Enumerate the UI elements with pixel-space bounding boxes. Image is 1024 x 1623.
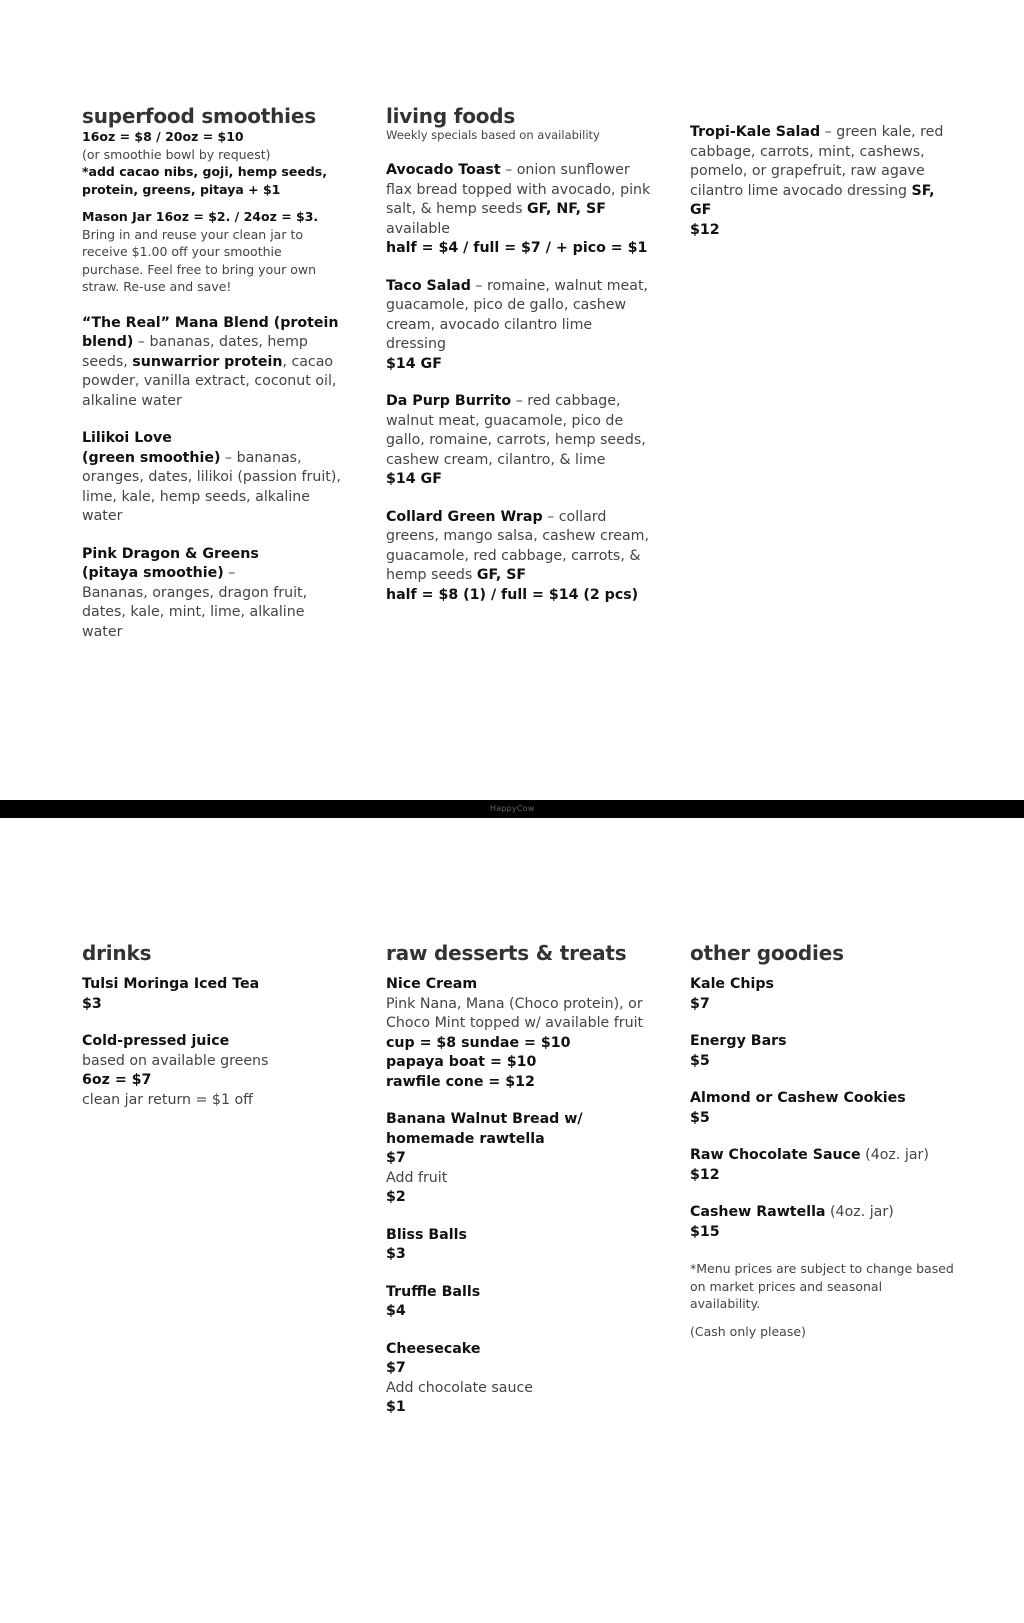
salad-section — [690, 123, 955, 240]
desserts-heading: raw desserts & treats — [386, 941, 627, 965]
burrito-item: Da Purp Burrito – red cabbage, walnut meat, guacamole, pico de gallo, romaine, carrots, hemp seeds, cashew cream, cilantro, & lime — [386, 393, 646, 468]
pink-dragon-sub: (pitaya smoothie) – — [82, 565, 236, 581]
smoothies-heading: superfood smoothies — [82, 104, 316, 128]
price-disclaimer: *Menu prices are subject to change based on market prices and seasonal availability. — [690, 1261, 954, 1311]
watermark: HappyCow — [490, 804, 535, 813]
tropi-kale-item: Tropi-Kale Salad – green kale, red cabbage, carrots, mint, cashews, pomelo, or grapefruit, raw agave cilantro lime avocado dressing SF, GF — [690, 124, 944, 218]
banana-bread-add-price: $2 — [386, 1189, 406, 1205]
kale-chips-price: $7 — [690, 995, 710, 1012]
taco-salad-item: Taco Salad – romaine, walnut meat, guacamole, pico de gallo, cashew cream, avocado cilantro lime dressing — [386, 277, 649, 352]
cookies-name: Almond or Cashew Cookies — [690, 1090, 906, 1106]
avocado-toast-price: half = $4 / full = $7 / + pico = $1 — [386, 240, 648, 256]
juice-price: 6oz = $7 — [82, 1072, 152, 1088]
nice-cream-price-2: papaya boat = $10 — [386, 1054, 537, 1070]
smoothie-addons: *add cacao nibs, goji, hemp seeds, protein, greens, pitaya + $1 — [82, 164, 327, 197]
burrito-price: $14 GF — [386, 471, 442, 487]
tropi-kale-price: $12 — [690, 221, 720, 238]
cheesecake-add-price: $1 — [386, 1399, 406, 1415]
chocolate-sauce-item: Raw Chocolate Sauce (4oz. jar) — [690, 1147, 929, 1163]
cheesecake-add: Add chocolate sauce — [386, 1379, 533, 1396]
cash-only-note: (Cash only please) — [690, 1323, 806, 1339]
menu-page-top — [0, 0, 1024, 800]
nice-cream-desc: Pink Nana, Mana (Choco protein), or Choco Mint topped w/ available fruit — [386, 995, 644, 1031]
cheesecake-price: $7 — [386, 1360, 406, 1376]
goodies-section — [690, 941, 955, 1340]
drinks-heading: drinks — [82, 941, 152, 965]
taco-salad-price: $14 GF — [386, 355, 442, 372]
goodies-heading: other goodies — [690, 941, 844, 965]
banana-bread-name: Banana Walnut Bread w/ homemade rawtella — [386, 1111, 583, 1147]
desserts-section — [386, 941, 651, 1418]
mason-jar-title: Mason Jar 16oz = $2. / 24oz = $3. — [82, 209, 319, 224]
lilikoi-name: Lilikoi Love — [82, 430, 172, 446]
smoothie-sizes: 16oz = $8 / 20oz = $10 — [82, 129, 244, 144]
living-foods-subtitle: Weekly specials based on availability — [386, 128, 600, 142]
tea-price: $3 — [82, 995, 102, 1012]
collard-wrap-item: Collard Green Wrap – collard greens, mango salsa, cashew cream, guacamole, red cabbage, carrots, & hemp seeds GF, SF — [386, 508, 650, 583]
truffle-balls-price: $4 — [386, 1303, 406, 1319]
juice-desc: based on available greens — [82, 1052, 269, 1069]
rawtella-item: Cashew Rawtella (4oz. jar) — [690, 1204, 894, 1220]
nice-cream-price-1: cup = $8 sundae = $10 — [386, 1034, 571, 1051]
pink-dragon-name: Pink Dragon & Greens — [82, 545, 259, 562]
juice-note: clean jar return = $1 off — [82, 1091, 253, 1108]
nice-cream-price-3: rawfile cone = $12 — [386, 1073, 535, 1090]
nice-cream-name: Nice Cream — [386, 976, 478, 992]
energy-bars-price: $5 — [690, 1052, 710, 1069]
rawtella-price: $15 — [690, 1223, 720, 1240]
smoothie-bowl-note: (or smoothie bowl by request) — [82, 146, 271, 162]
bliss-balls-name: Bliss Balls — [386, 1226, 467, 1243]
truffle-balls-name: Truffle Balls — [386, 1283, 481, 1300]
living-foods-heading: living foods — [386, 104, 516, 128]
pink-dragon-desc: Bananas, oranges, dragon fruit, dates, kale, mint, lime, alkaline water — [82, 584, 308, 640]
cookies-price: $5 — [690, 1109, 710, 1126]
tea-name: Tulsi Moringa Iced Tea — [82, 976, 260, 992]
bliss-balls-price: $3 — [386, 1246, 406, 1262]
menu-page-bottom — [0, 818, 1024, 1623]
mana-blend-item: “The Real” Mana Blend (protein blend) – bananas, dates, hemp seeds, sunwarrior protein, cacao powder, vanilla extract, coconut oil, alkaline water — [82, 314, 339, 409]
cheesecake-name: Cheesecake — [386, 1340, 481, 1357]
collard-wrap-price: half = $8 (1) / full = $14 (2 pcs) — [386, 586, 639, 603]
drinks-section — [82, 941, 347, 1110]
avocado-toast-item: Avocado Toast – onion sunflower flax bread topped with avocado, pink salt, & hemp seeds GF, NF, SF available — [386, 162, 651, 237]
banana-bread-price: $7 — [386, 1150, 406, 1166]
mana-blend-name: “The Real” Mana Blend (protein blend) — [82, 314, 339, 350]
energy-bars-name: Energy Bars — [690, 1033, 787, 1049]
lilikoi-desc: (green smoothie) – bananas, oranges, dates, lilikoi (passion fruit), lime, kale, hemp seeds, alkaline water — [82, 449, 341, 524]
living-foods-section — [386, 104, 651, 605]
kale-chips-name: Kale Chips — [690, 976, 774, 992]
mason-jar-desc: Bring in and reuse your clean jar to receive $1.00 off your smoothie purchase. Feel free to bring your own straw. Re-use and save! — [82, 226, 317, 294]
juice-name: Cold-pressed juice — [82, 1033, 230, 1049]
smoothies-section — [82, 104, 347, 642]
chocolate-sauce-price: $12 — [690, 1166, 720, 1183]
banana-bread-add: Add fruit — [386, 1169, 448, 1186]
